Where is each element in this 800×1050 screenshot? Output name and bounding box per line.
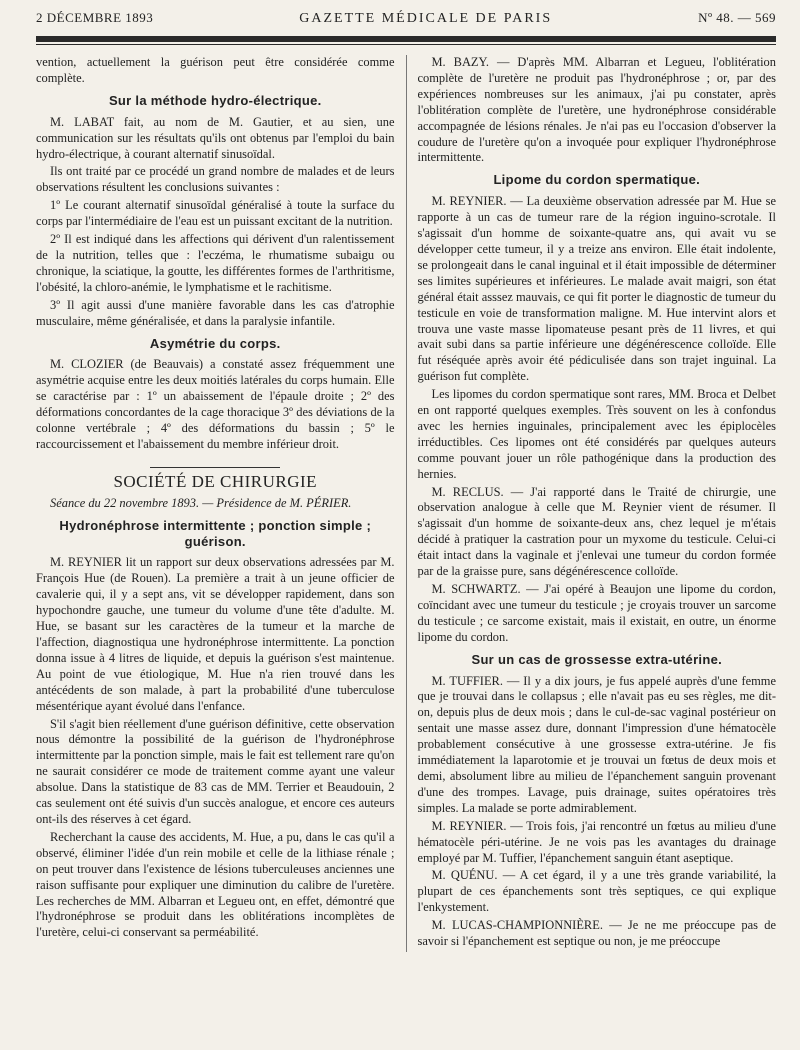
paragraph: S'il s'agit bien réellement d'une guérison définitive, cette observation nous démontre la possibilité de la guérison de l'hydronéphrose intermittente par la ponction simple, mais le fait est tellement rare qu'on ne saurait considérer ce mode de traitement comme ayant une valeur absolue. Dans la statistique de 83 cas de MM. Terrier et Beaudouin, 2 cas seulement ont été suivis d'un succès analogue, et encore ces auteurs ont-ils des réserves à cet égard. — [36, 716, 395, 826]
paragraph: M. REYNIER lit un rapport sur deux observations adressées par M. François Hue (de Rouen). La première a trait à un jeune officier de cavalerie qui, il y a sept ans, vit se développer rapidement, dans son hypochondre gauche, une tumeur du volume d'une tête d'adulte. M. Hue, se basant sur les caractères de la tumeur et la marche de l'affection, diagnostiqua une hydronéphrose intermittente. La ponction donna issue à 4 litres de liquide, et depuis la guérison s'est maintenue. Au point de vue étiologique, M. Hue n'a rien trouvé dans les antécédents de son malade, à part la probabilité d'une tuberculose mésentérique ayant évolué dans l'enfance. — [36, 555, 395, 713]
paragraph: M. LUCAS-CHAMPIONNIÈRE. — Je ne me préoccupe pas de savoir si l'épanchement est septique ou non, je me préoccupe — [417, 918, 776, 949]
right-column — [406, 55, 777, 952]
section-divider — [150, 467, 280, 468]
paragraph: M. REYNIER. — La deuxième observation adressée par M. Hue se rapporte à un cas de tumeur rare de la région inguino-scrotale. Il s'agissait d'un homme de soixante-quatre ans, qui avait vu se développer cette tumeur, il y a treize ans environ. Elle était indolente, se prolongeait dans le canal inguinal et il était impossible de déterminer ses limites supérieures et inférieures. Le malade avait maigri, son état général était asssez mauvais, ce qui fit porter le diagnostic de tumeur du testicule en voie de transformation maligne. M. Hue intervint alors et trouva une vaste masse lipomateuse pesant près de 11 livres, et qui avait subi dans sa partie inférieure une dégénérescence colloïde. Elle fut réséquée après avoir été pédiculisée dans son trajet inguinal. La guérison fut complète. — [417, 194, 776, 384]
paragraph: M. QUÉNU. — A cet égard, il y a une très grande variabilité, la plupart de ces épanchements sont très septiques, ce qui explique l'enkystement. — [417, 868, 776, 915]
page-number: Nº 48. — 569 — [698, 10, 776, 25]
section-heading: Sur un cas de grossesse extra-utérine. — [471, 651, 723, 667]
header-rule — [36, 36, 776, 42]
section-heading: Sur la méthode hydro-électrique. — [108, 92, 322, 108]
session-line: Séance du 22 novembre 1893. — Présidence de M. PÉRIER. — [50, 495, 352, 510]
paragraph: M. LABAT fait, au nom de M. Gautier, et au sien, une communication sur les résultats qu'ils ont obtenus par l'emploi du bain hydro-électrique, à courant alternatif sinusoïdal. — [36, 114, 395, 161]
journal-title: GAZETTE MÉDICALE DE PARIS — [299, 11, 553, 26]
paragraph: Recherchant la cause des accidents, M. Hue, a pu, dans le cas qu'il a observé, éliminer l'idée d'un rein mobile et celle de la lithiase rénale ; on peut trouver dans l'existence de lésions tuberculeuses anciennes une raison suffisante pour expliquer une diminution du calibre de l'uretère. Les recherches de MM. Albarran et Legueu ont, en effet, démontré que l'hydronéphrose se produit dans les oblitérations incomplètes de l'uretère, celui-ci conservant sa perméabilité. — [36, 829, 395, 940]
page-header — [36, 10, 776, 32]
paragraph: M. SCHWARTZ. — J'ai opéré à Beaujon une lipome du cordon, coïncidant avec une tumeur du testicule ; je croyais trouver un sarcome du testicule ; ce sarcome existait, mais il existait, en outre, un énorme lipome du cordon. — [417, 582, 776, 644]
left-column — [36, 55, 406, 952]
paragraph: 3º Il agit aussi d'une manière favorable dans les cas d'atrophie musculaire, même généralisée, et dans la paralysie infantile. — [36, 297, 395, 328]
paragraph: M. TUFFIER. — Il y a dix jours, je fus appelé auprès d'une femme que je trouvai dans le collapsus ; elle n'avait pas eu ses règles, me dit-on, depuis plus de deux mois ; dans le cul-de-sac vaginal postérieur on sentait une masse assez dure, donnant l'impression d'une hématocèle probablement consécutive à une grossesse extra-utérine. Je fis immédiatement la laparotomie et je trouvai un fœtus de deux mois et demi, absolument libre au milieu de l'épanchement sanguin provenant d'une des trompes. Lavage, puis drainage, suites opératoires très simples. La malade se porte admirablement. — [417, 673, 776, 815]
header-rule-thin — [36, 44, 776, 45]
paragraph: Ils ont traité par ce procédé un grand nombre de malades et de leurs observations résultent les conclusions suivantes : — [36, 164, 395, 195]
paragraph: 2º Il est indiqué dans les affections qui dérivent d'un ralentissement de la nutrition, telles que : l'eczéma, le rhumatisme subaigu ou chronique, la sciatique, la goutte, les différentes formes de l'arthritisme, l'obésité, la chloro-anémie, le lymphatisme et le rachitisme. — [36, 232, 395, 294]
paragraph: M. RECLUS. — J'ai rapporté dans le Traité de chirurgie, une observation analogue à celle que M. Reynier vient de résumer. Il s'agissait d'un homme de soixante-deux ans, chez lequel je m'étais décidé à pratiquer la castration pour un myxome du testicule. Celui-ci était intact dans la vaginale et j'enlevai une tumeur du cordon formée par de la graisse pure, sans dégénérescence colloïde. — [417, 484, 776, 579]
columns — [36, 55, 776, 952]
section-heading: Asymétrie du corps. — [149, 335, 281, 351]
section-heading: Lipome du cordon spermatique. — [493, 172, 701, 188]
header-date: 2 DÉCEMBRE 1893 — [36, 10, 154, 25]
paragraph: M. BAZY. — D'après MM. Albarran et Legueu, l'oblitération complète de l'uretère ne produit pas l'hydronéphrose ; or, par des expériences nombreuses sur les animaux, j'ai pu constater, après l'oblitération complète de l'uretère, une hydronéphrose considérable accompagnée de lésions rénales. Je n'ai pas eu l'occasion d'observer la coudure de l'uretère qu'on a invoquée pour expliquer l'hydronéphrose intermittente. — [417, 55, 776, 165]
paragraph: 1º Le courant alternatif sinusoïdal généralisé à toute la surface du corps par l'intermédiaire de l'eau est un puissant excitant de la nutrition. — [36, 198, 395, 229]
paragraph: vention, actuellement la guérison peut être considérée comme complète. — [36, 55, 395, 85]
paragraph: Les lipomes du cordon spermatique sont rares, MM. Broca et Delbet en ont rapporté quelques exemples. Très souvent on les à confondus avec les hernies inguinales, principalement avec les épiplocèles irréductibles. Ces lipomes ont été considérés par quelques auteurs comme pouvant jouer un rôle pathogénique dans la production des hernies. — [417, 387, 776, 481]
paragraph: M. REYNIER. — Trois fois, j'ai rencontré un fœtus au milieu d'une hématocèle péri-utérine. Je ne vois pas les avantages du drainage employé par M. Tuffier, l'épanchement sanguin étant aseptique. — [417, 818, 776, 865]
society-title: SOCIÉTÉ DE CHIRURGIE — [113, 471, 318, 491]
section-heading: Hydronéphrose intermittente ; ponction simple ; guérison. — [59, 517, 372, 549]
paragraph: M. CLOZIER (de Beauvais) a constaté assez fréquemment une asymétrie acquise entre les deux moitiés latérales du corps humain. Elle se caractérise par : 1º un abaissement de l'épaule droite ; 2º des déformations concordantes de la cage thoracique 3º des déviations de la colonne vertébrale ; 4º des déformations du bassin ; 5º le raccourcissement et l'abaissement du membre inférieur droit. — [36, 357, 395, 451]
